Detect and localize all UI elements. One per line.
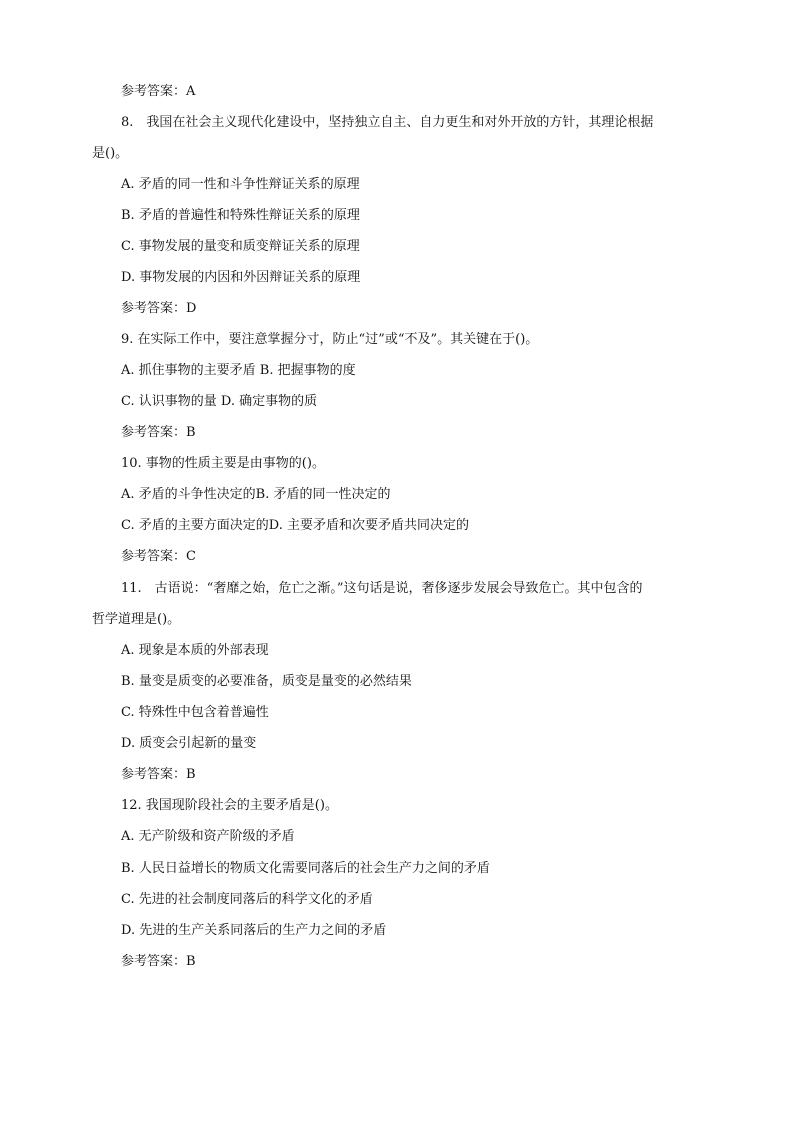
option-line: C. 先进的社会制度同落后的科学文化的矛盾 (121, 892, 373, 907)
option-line: D. 事物发展的内因和外因辩证关系的原理 (121, 270, 361, 285)
option-line: C. 事物发展的量变和质变辩证关系的原理 (121, 239, 360, 254)
question-8-text: 8. 我国在社会主义现代化建设中，坚持独立自主、自力更生和对外开放的方针，其理论根据 (121, 115, 654, 130)
option-line: A. 现象是本质的外部表现 (121, 643, 269, 658)
option-line: C. 矛盾的主要方面决定的D. 主要矛盾和次要矛盾共同决定的 (121, 518, 469, 533)
option-line: A. 抓住事物的主要矛盾 B. 把握事物的度 (121, 363, 356, 378)
answer-line: 参考答案：C (121, 549, 196, 564)
option-line: B. 矛盾的普遍性和特殊性辩证关系的原理 (121, 208, 360, 223)
question-8-continuation: 是()。 (92, 146, 129, 161)
option-line: B. 量变是质变的必要准备，质变是量变的必然结果 (121, 674, 412, 689)
question-11-text: 11. 古语说：“奢靡之始，危亡之渐。”这句话是说，奢侈逐步发展会导致危亡。其中包含的 (121, 581, 643, 596)
option-line: D. 质变会引起新的量变 (121, 736, 257, 751)
answer-line: 参考答案：A (121, 84, 196, 99)
option-line: A. 无产阶级和资产阶级的矛盾 (121, 829, 295, 844)
question-10-text: 10. 事物的性质主要是由事物的()。 (121, 456, 325, 471)
answer-line: 参考答案：D (121, 301, 197, 316)
question-11-continuation: 哲学道理是()。 (92, 612, 181, 627)
option-line: A. 矛盾的斗争性决定的B. 矛盾的同一性决定的 (121, 487, 391, 502)
answer-line: 参考答案：B (121, 425, 196, 440)
option-line: D. 先进的生产关系同落后的生产力之间的矛盾 (121, 923, 387, 938)
answer-line: 参考答案：B (121, 767, 196, 782)
option-line: B. 人民日益增长的物质文化需要同落后的社会生产力之间的矛盾 (121, 861, 490, 876)
option-line: A. 矛盾的同一性和斗争性辩证关系的原理 (121, 177, 360, 192)
option-line: C. 特殊性中包含着普遍性 (121, 705, 269, 720)
question-9-text: 9. 在实际工作中，要注意掌握分寸，防止“过”或“不及”。其关键在于()。 (121, 332, 539, 347)
option-line: C. 认识事物的量 D. 确定事物的质 (121, 394, 318, 409)
question-12-text: 12. 我国现阶段社会的主要矛盾是()。 (121, 798, 338, 813)
answer-line: 参考答案：B (121, 954, 196, 969)
